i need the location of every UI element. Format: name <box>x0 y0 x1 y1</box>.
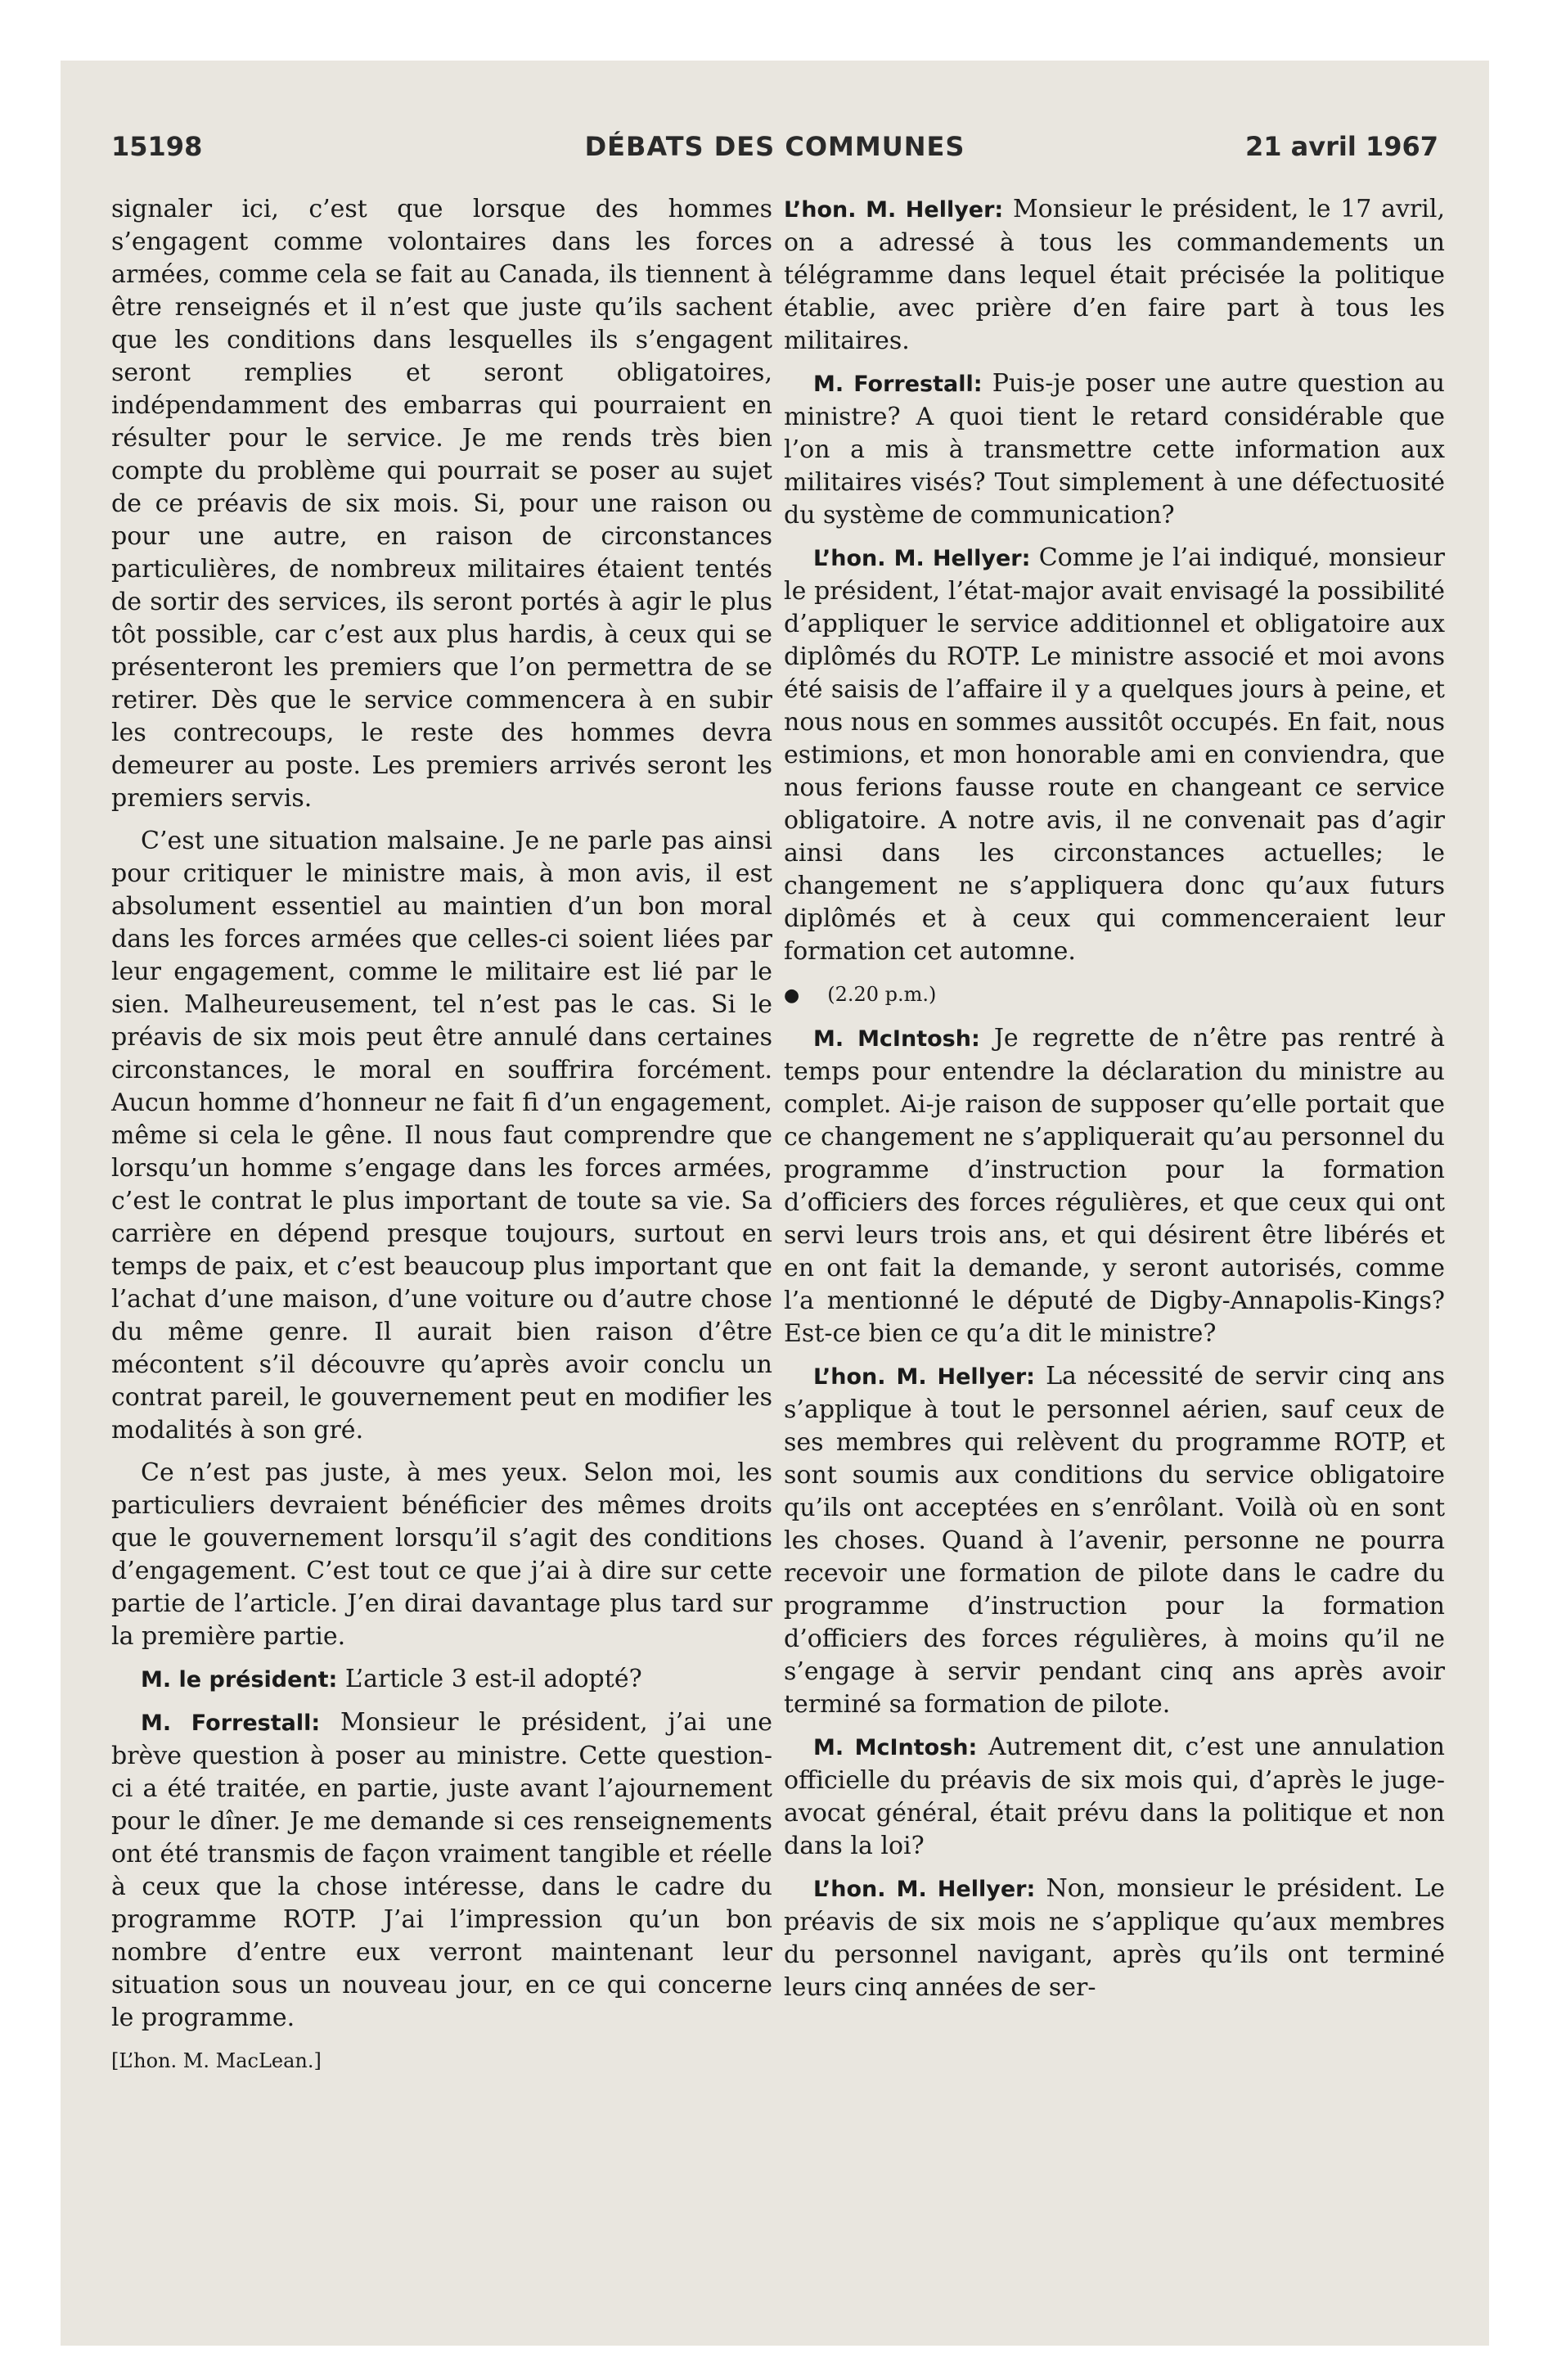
speech <box>784 1360 1445 1721</box>
speech <box>784 1022 1445 1350</box>
running-title: DÉBATS DES COMMUNES <box>584 131 965 162</box>
paragraph: C’est une situation malsaine. Je ne parle pas ainsi pour critiquer le ministre mais, à mon avis, il est absolument essentiel au maintien d’un bon moral dans les forces armées que celles-ci soient liées par leur engagement, comme le militaire est lié par le sien. Malheureusement, tel n’est pas le cas. Si le préavis de six mois peut être annulé dans certaines circonstances, le moral en souffrira forcément. Aucun homme d’honneur ne fait fi d’un engagement, même si cela le gêne. Il nous faut comprendre que lorsqu’un homme s’engage dans les forces armées, c’est le contrat le plus important de toute sa vie. Sa carrière en dépend presque toujours, surtout en temps de paix, et c’est beaucoup plus important que l’achat d’une maison, d’une voiture ou d’autre chose du même genre. Il aurait bien raison d’être mécontent s’il découvre qu’après avoir conclu un contrat pareil, le gouvernement peut en modifier les modalités à son gré. <box>111 827 772 1445</box>
speaker-name: M. Forrestall: <box>813 372 983 397</box>
speech-text: Monsieur le président, j’ai une brève question à poser au ministre. Cette question-ci a été traitée, en partie, juste avant l’ajournement pour le dîner. Je me demande si ces renseignements ont été transmis de façon vraiment tangible et réelle à ceux que la chose intéresse, dans le cadre du programme ROTP. J’ai l’impression qu’un bon nombre d’entre eux verront maintenant leur situation sous un nouveau jour, en ce qui concerne le programme. <box>111 1708 772 2032</box>
speech-text: Autrement dit, c’est une annulation officielle du préavis de six mois qui, d’après le juge-avocat général, était prévu dans la politique et non dans la loi? <box>784 1733 1445 1860</box>
time-stamp <box>784 978 1445 1012</box>
speech <box>784 367 1445 532</box>
speech-text: Puis-je poser une autre question au ministre? A quoi tient le retard considérable que l’on a mis à transmettre cette information aux militaires visés? Tout simplement à une défectuosité du système de communication? <box>784 369 1446 530</box>
speaker-name: M. McIntosh: <box>813 1735 978 1760</box>
speech <box>111 1706 772 2035</box>
speech <box>784 542 1445 968</box>
right-column <box>784 193 1445 2014</box>
speech <box>784 1731 1445 1863</box>
speech-text: La nécessité de servir cinq ans s’applique à tout le personnel aérien, sauf ceux de ses membres qui relèvent du programme ROTP, et sont soumis aux conditions du service obligatoire qu’ils ont acceptées en s’enrôlant. Voilà où en sont les choses. Quand à l’avenir, personne ne pourra recevoir une formation de pilote dans le cadre du programme d’instruction pour la formation d’officiers des forces régulières, à moins qu’il ne s’engage à servir pendant cinq ans après avoir terminé sa formation de pilote. <box>784 1362 1446 1719</box>
speaker-name: M. McIntosh: <box>813 1026 980 1052</box>
time-text: (2.20 p.m.) <box>827 983 937 1006</box>
speaker-name: L’hon. M. Hellyer: <box>813 1877 1036 1902</box>
page-header <box>111 131 1438 180</box>
speech <box>111 1663 772 1697</box>
speaker-name: L’hon. M. Hellyer: <box>813 546 1031 571</box>
speech-text: L’article 3 est-il adopté? <box>344 1665 642 1693</box>
speech-text: Je regrette de n’être pas rentré à temps pour entendre la déclaration du ministre au complet. Ai-je raison de supposer qu’elle portait que ce changement ne s’appliquerait qu’au personnel du programme d’instruction pour la formation d’officiers des forces régulières, et que ceux qui ont servi leurs trois ans, et qui désirent être libérés et en ont fait la demande, y seront autorisés, comme l’a mentionné le député de Digby-Annapolis-Kings? Est-ce bien ce qu’a dit le ministre? <box>784 1024 1445 1348</box>
paragraph: signaler ici, c’est que lorsque des hommes s’engagent comme volontaires dans les forces armées, comme cela se fait au Canada, ils tiennent à être renseignés et il n’est que juste qu’ils sachent que les conditions dans lesquelles ils s’engagent seront remplies et seront obligatoires, indépendamment des embarras qui pourraient en résulter pour le service. Je me rends très bien compte du problème qui pourrait se poser au sujet de ce préavis de six mois. Si, pour une raison ou pour une autre, en raison de circonstances particulières, de nombreux militaires étaient tentés de sortir des services, ils seront portés à agir le plus tôt possible, car c’est aux plus hardis, à ceux qui se présenteront les premiers que l’on permettra de se retirer. Dès que le service commencera à en subir les contrecoups, le reste des hommes devra demeurer au poste. Les premiers arrivés seront les premiers servis. <box>111 195 772 813</box>
speech-text: Comme je l’ai indiqué, monsieur le président, l’état-major avait envisagé la possibilité d’appliquer le service additionnel et obligatoire aux diplômés du ROTP. Le ministre associé et moi avons été saisis de l’affaire il y a quelques jours à peine, et nous nous en sommes aussitôt occupés. En fait, nous estimions, et mon honorable ami en conviendra, que nous ferions fausse route en changeant ce service obligatoire. A notre avis, il ne convenait pas d’agir ainsi dans les circonstances actuelles; le changement ne s’appliquera donc qu’aux futurs diplômés et à ceux qui commenceraient leur formation cet automne. <box>784 543 1446 966</box>
paragraph: Ce n’est pas juste, à mes yeux. Selon moi, les particuliers devraient bénéficier des mêmes droits que le gouvernement lorsqu’il s’agit des conditions d’engagement. C’est tout ce que j’ai à dire sur cette partie de l’article. J’en dirai davantage plus tard sur la première partie. <box>111 1458 772 1651</box>
bullet-icon: ● <box>784 985 800 1006</box>
speech-text: Non, monsieur le président. Le préavis de six mois ne s’applique qu’aux membres du personnel navigant, après qu’ils ont terminé leurs cinq années de ser- <box>784 1874 1446 2002</box>
speaker-name: L’hon. M. Hellyer: <box>813 1364 1035 1390</box>
speech <box>784 193 1445 358</box>
speaker-name: M. Forrestall: <box>141 1711 321 1736</box>
speaker-name: L’hon. M. Hellyer: <box>784 197 1004 223</box>
speech <box>784 1873 1445 2004</box>
speech-text: Monsieur le président, le 17 avril, on a adressé à tous les commandements un télégramme dans lequel était précisée la politique établie, avec prière d’en faire part à tous les militaires. <box>784 195 1445 355</box>
page-date: 21 avril 1967 <box>1244 131 1438 162</box>
speaker-name: M. le président: <box>141 1667 338 1693</box>
speaker-attribution: [L’hon. M. MacLean.] <box>111 2049 322 2072</box>
document-page <box>61 61 1489 2346</box>
page-number: 15198 <box>111 131 203 162</box>
left-column <box>111 193 772 2087</box>
